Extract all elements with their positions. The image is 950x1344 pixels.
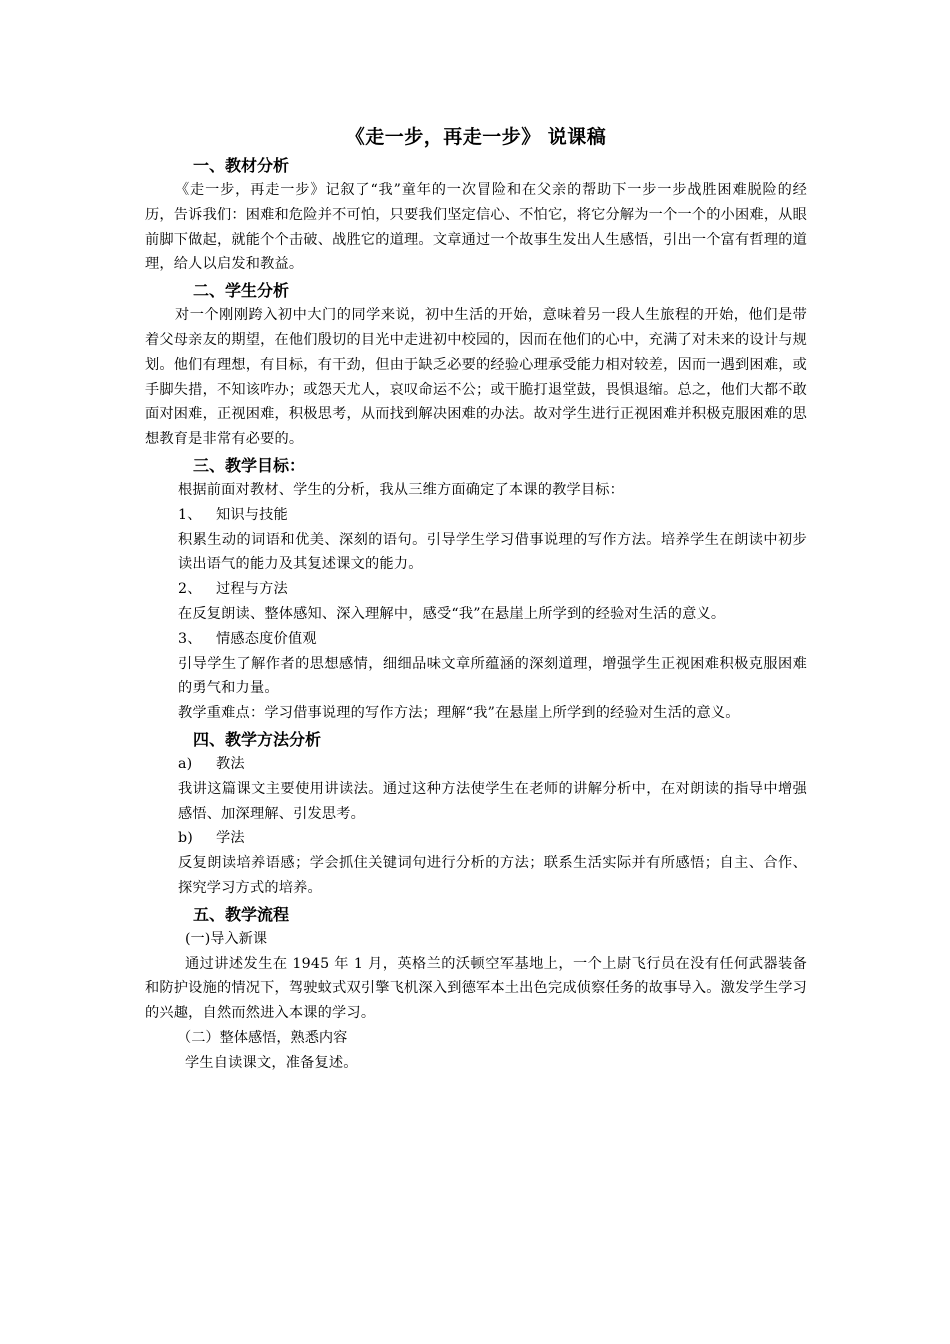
- goal-item-text: 积累生动的词语和优美、深刻的语句。引导学生学习借事说理的写作方法。培养学生在朗读中初步读出语气的能力及其复述课文的能力。: [178, 531, 807, 573]
- document-content: [145, 122, 807, 1076]
- method-item-text: 我讲这篇课文主要使用讲读法。通过这种方法使学生在老师的讲解分析中，在对朗读的指导中增强感悟、加深理解、引发思考。: [178, 780, 807, 822]
- process-step-text: 通过讲述发生在 1945 年 1 月，英格兰的沃顿空军基地上，一个上尉飞行员在没有任何武器装备和防护设施的情况下，驾驶蚊式双引擎飞机深入到德军本土出色完成侦察任务的故事导入。激发学生学习的兴趣，自然而然进入本课的学习。: [145, 955, 807, 1022]
- paragraph-student-analysis: 对一个刚刚跨入初中大门的同学来说，初中生活的开始，意味着另一段人生旅程的开始，他们是带着父母亲友的期望，在他们殷切的目光中走进初中校园的，因而在他们的心中，充满了对未来的设计与规划。他们有理想，有目标，有干劲，但由于缺乏必要的经验心理承受能力相对较差，因而一遇到困难，或手脚失措，不知该咋办；或怨天尤人，哀叹命运不公；或干脆打退堂鼓，畏惧退缩。总之，他们大都不敢面对困难，正视困难，积极思考，从而找到解决困难的办法。故对学生进行正视困难并积极克服困难的思想教育是非常有必要的。: [145, 307, 807, 448]
- section-heading-student-analysis: 二、学生分析: [193, 281, 290, 301]
- section-heading-teaching-methods: 四、教学方法分析: [193, 729, 322, 749]
- method-item-text: 反复朗读培养语感；学会抓住关键词句进行分析的方法；联系生活实际并有所感悟；自主、合作、探究学习方式的培养。: [178, 855, 807, 896]
- method-item-label: b) 学法: [178, 830, 245, 847]
- goal-item-text: 在反复朗读、整体感知、深入理解中，感受“我”在悬崖上所学到的经验对生活的意义。: [178, 605, 726, 622]
- goal-item-label: 1、 知识与技能: [178, 506, 288, 523]
- process-step-label: （二）整体感悟，熟悉内容: [177, 1029, 348, 1046]
- section-heading-teaching-process: 五、教学流程: [193, 904, 290, 924]
- paragraph-textbook-analysis: 《走一步，再走一步》记叙了“我”童年的一次冒险和在父亲的帮助下一步一步战胜困难脱险的经历，告诉我们：困难和危险并不可怕，只要我们坚定信心、不怕它，将它分解为一个一个的小困难，从眼前脚下做起，就能个个击破、战胜它的道理。文章通过一个故事生发出人生感悟，引出一个富有哲理的道理，给人以启发和教益。: [145, 182, 807, 273]
- document-title: 《走一步，再走一步》 说课稿: [345, 126, 607, 148]
- process-step-text: 学生自读课文，准备复述。: [185, 1054, 358, 1071]
- goal-item-label: 3、 情感态度价值观: [178, 630, 317, 647]
- section-heading-teaching-goals: 三、教学目标：: [193, 455, 306, 475]
- teaching-key-points: 教学重难点：学习借事说理的写作方法；理解“我”在悬崖上所学到的经验对生活的意义。: [178, 705, 740, 722]
- section-heading-textbook-analysis: 一、教材分析: [193, 156, 290, 175]
- teaching-goals-intro: 根据前面对教材、学生的分析，我从三维方面确定了本课的教学目标：: [178, 481, 625, 498]
- process-step-label: (一)导入新课: [185, 930, 268, 947]
- goal-item-label: 2、 过程与方法: [178, 581, 288, 598]
- goal-item-text: 引导学生了解作者的思想感情，细细品味文章所蕴涵的深刻道理，增强学生正视困难积极克服困难的勇气和力量。: [178, 655, 807, 697]
- method-item-label: a) 教法: [178, 755, 245, 772]
